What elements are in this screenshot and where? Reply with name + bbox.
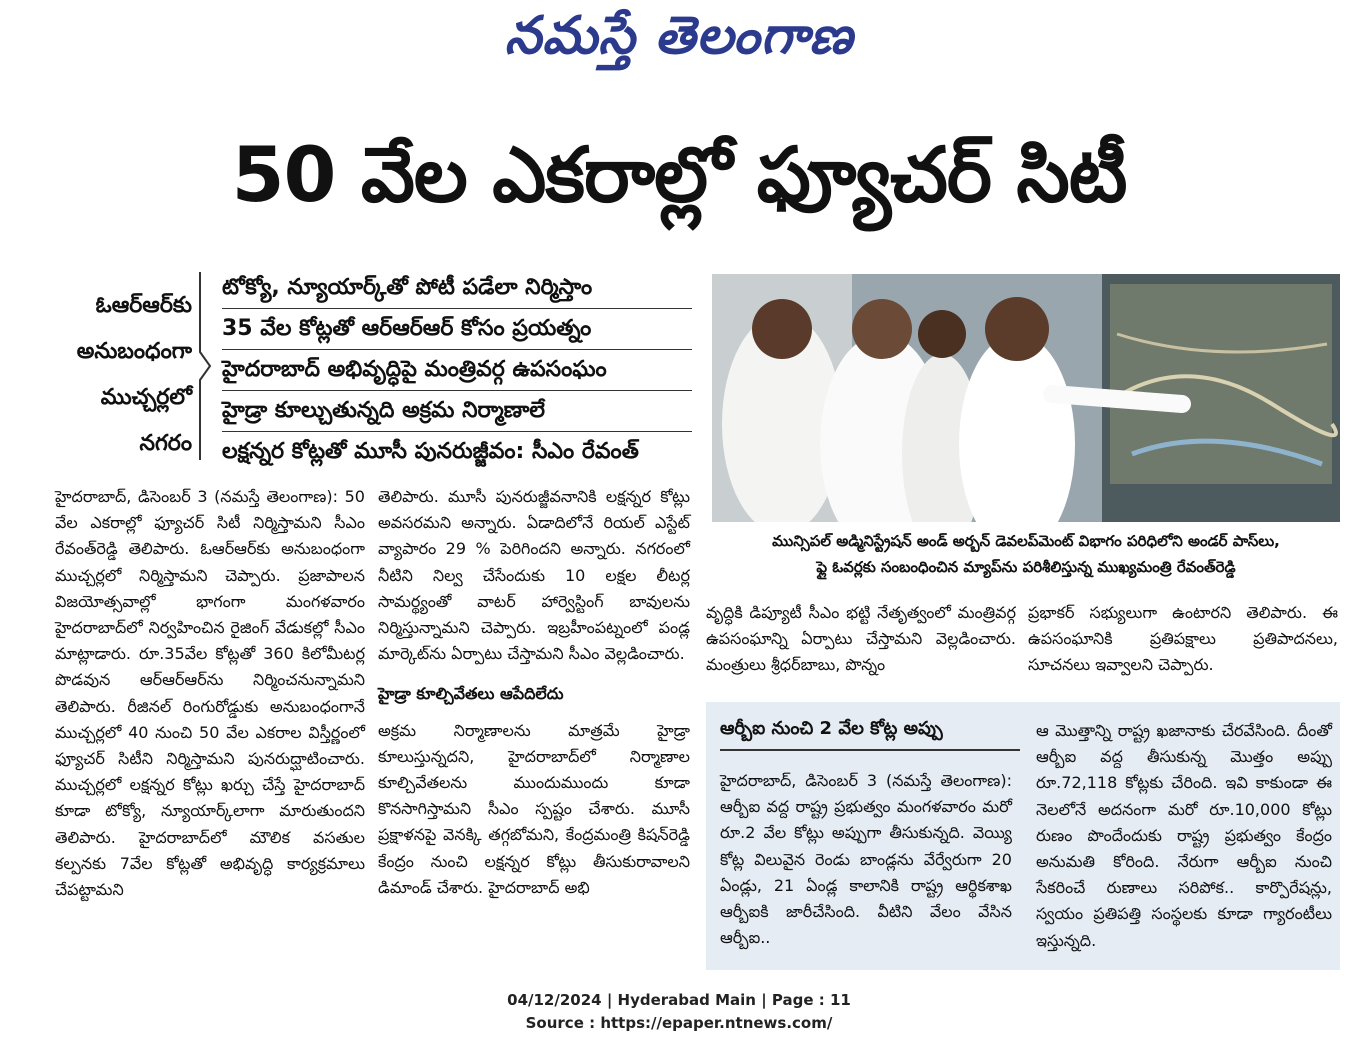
article-column-4: ప్రభాకర్ సభ్యులుగా ఉంటారని తెలిపారు. ఈ ఉపసంఘానికి ప్రతిపక్షాలు ప్రతిపాదనలు, సూచనలు ఇవ్వాలని చెప్పారు. xyxy=(1028,603,1338,675)
news-photo xyxy=(712,274,1340,522)
rbi-column-2: ఆ మొత్తాన్ని రాష్ట్ర ఖజానాకు చేరవేసింది. దీంతో ఆర్బీఐ వద్ద తీసుకున్న మొత్తం అప్పు రూ.72,118 కోట్లకు చేరింది. ఇవి కాకుండా ఈ నెలలోనే అదనంగా మరో రూ.10,000 కోట్లు రుణం పొందేందుకు రాష్ట్ర ప్రభుత్వం కేంద్రం అనుమతి కోరింది. నేరుగా ఆర్బీఐ నుంచి సేకరించే రుణాలు సరిపోక.. కార్పొరేషన్లు, స్వయం ప్రతిపత్తి సంస్థలకు కూడా గ్యారంటీలు ఇస్తున్నది. xyxy=(1036,721,1332,950)
rbi-title: ఆర్బీఐ నుంచి 2 వేల కోట్ల అప్పు xyxy=(720,718,1020,751)
highlights-list xyxy=(222,268,692,472)
highlight-item: 35 వేల కోట్లతో ఆర్ఆర్ఆర్ కోసం ప్రయత్నం xyxy=(222,309,692,350)
sidebox-line: నగరం xyxy=(139,431,192,456)
headline: 50 వేల ఎకరాల్లో ఫ్యూచర్ సిటీ xyxy=(231,130,1127,219)
article-paragraph: అక్రమ నిర్మాణాలను మాత్రమే హైడ్రా కూలుస్తున్నదని, హైదరాబాద్‌లో నిర్మాణాల కూల్చివేతలను ముందుముందు కూడా కొనసాగిస్తామని సీఎం స్పష్టం చేశారు. మూసీ ప్రక్షాళనపై వెనక్కి తగ్గబోమని, కేంద్రమంత్రి కిషన్‌రెడ్డి కేంద్రం నుంచి లక్షన్నర కోట్లు తీసుకురావాలని డిమాండ్ చేశారు. హైదరాబాద్ అభి xyxy=(378,720,690,897)
article-subhead: హైడ్రా కూల్చివేతలు ఆపేదిలేదు xyxy=(378,684,564,704)
bracket-icon xyxy=(198,270,214,462)
footer-date-line: 04/12/2024 | Hyderabad Main | Page : 11 xyxy=(507,991,851,1009)
article-column-3: వృద్ధికి డిప్యూటీ సీఎం భట్టి నేతృత్వంలో మంత్రివర్గ ఉపసంఘాన్ని ఏర్పాటు చేస్తామని వెల్లడించారు. మంత్రులు శ్రీధర్‌బాబు, పొన్నం xyxy=(706,603,1016,675)
footer-source-line: Source : https://epaper.ntnews.com/ xyxy=(525,1014,833,1032)
highlight-item: హైడ్రా కూల్చుతున్నది అక్రమ నిర్మాణాలే xyxy=(222,391,692,432)
photo-caption xyxy=(712,528,1340,580)
highlight-item: టోక్యో, న్యూయార్క్‌తో పోటీ పడేలా నిర్మిస్తాం xyxy=(222,268,692,309)
page-footer xyxy=(0,989,1358,1035)
sidebox-line: అనుబంధంగా xyxy=(76,339,192,364)
highlight-item: లక్షన్నర కోట్లతో మూసీ పునరుజ్జీవం: సీఎం రేవంత్ xyxy=(222,439,639,464)
photo-image xyxy=(712,274,1340,522)
sidebox-line: ఓఆర్ఆర్‌కు xyxy=(95,293,192,318)
article-paragraph: తెలిపారు. మూసీ పునరుజ్జీవనానికి లక్షన్నర కోట్లు అవసరమని అన్నారు. ఏడాదిలోనే రియల్ ఎస్టేట్ వ్యాపారం 29 % పెరిగిందని అన్నారు. నగరంలో నీటిని నిల్వ చేసేందుకు 10 లక్షల లీటర్ల సామర్థ్యంతో వాటర్ హార్వెస్టింగ్ బావులను నిర్మిస్తున్నామని చెప్పారు. ఇబ్రహీంపట్నంలో పండ్ల మార్కెట్‌ను ఏర్పాటు చేస్తామని సీఎం వెల్లడించారు. xyxy=(378,487,690,664)
caption-line: మున్సిపల్ అడ్మినిస్ట్రేషన్ అండ్ అర్బన్ డెవలప్‌మెంట్ విభాగం పరిధిలోని అండర్ పాస్‌లు, xyxy=(772,532,1280,550)
rbi-column-1: హైదరాబాద్, డిసెంబర్ 3 (నమస్తే తెలంగాణ): ఆర్బీఐ వద్ద రాష్ట్ర ప్రభుత్వం మంగళవారం మరో రూ.2 వేల కోట్లు అప్పుగా తీసుకున్నది. వెయ్యి కోట్ల విలువైన రెండు బాండ్లను వేర్వేరుగా 20 ఏండ్లు, 21 ఏండ్ల కాలానికి రాష్ట్ర ఆర్థికశాఖ ఆర్బీఐకి జారీచేసింది. వీటిని వేలం వేసిన ఆర్బీఐ.. xyxy=(720,771,1012,948)
caption-line: ఫ్లై ఓవర్లకు సంబంధించిన మ్యాప్‌ను పరిశీలిస్తున్న ముఖ్యమంత్రి రేవంత్‌రెడ్డి xyxy=(816,558,1236,576)
sidebox-line: ముచ్చర్లలో xyxy=(100,385,192,410)
sidebox xyxy=(44,283,192,467)
article-column-2 xyxy=(378,484,690,901)
highlight-item: హైదరాబాద్ అభివృద్ధిపై మంత్రివర్గ ఉపసంఘం xyxy=(222,350,692,391)
masthead-title: నమస్తే తెలంగాణ xyxy=(504,6,854,66)
article-column-1: హైదరాబాద్, డిసెంబర్ 3 (నమస్తే తెలంగాణ): 50 వేల ఎకరాల్లో ఫ్యూచర్ సిటీ నిర్మిస్తామని సీఎం రేవంత్‌రెడ్డి తెలిపారు. ఓఆర్ఆర్‌కు అనుబంధంగా ముచ్చర్లలో నిర్మిస్తామని చెప్పారు. ప్రజాపాలన విజయోత్సవాల్లో భాగంగా మంగళవారం హైదరాబాద్‌లో నిర్వహించిన రైజింగ్ వేడుకల్లో సీఎం మాట్లాడారు. రూ.35వేల కోట్లతో 360 కిలోమీటర్ల పొడవున ఆర్ఆర్ఆర్‌ను నిర్మించనున్నామని తెలిపారు. రీజినల్ రింగురోడ్డుకు అనుబంధంగానే ముచ్చర్లలో 40 నుంచి 50 వేల ఎకరాల విస్తీర్ణంలో ఫ్యూచర్ సిటీని నిర్మిస్తామని పునరుద్ఘాటించారు. ముచ్చర్లలో లక్షన్నర కోట్లు ఖర్చు చేస్తే హైదరాబాద్ కూడా టోక్యో, న్యూయార్క్‌లాగా మారుతుందని తెలిపారు. హైదరాబాద్‌లో మౌలిక వసతుల కల్పనకు 7వేల కోట్లతో అభివృద్ధి కార్యక్రమాలు చేపట్టామని xyxy=(55,487,365,900)
